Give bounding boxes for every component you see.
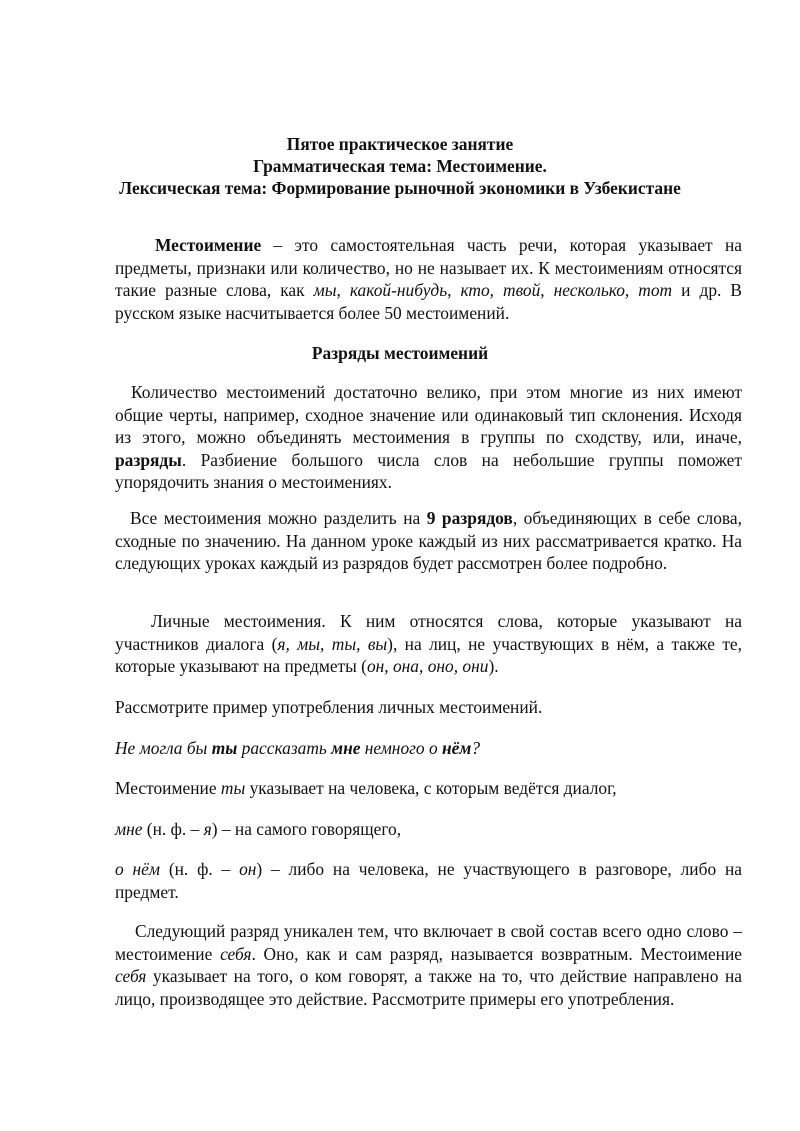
text-span: и др. В русском языке насчитывается более 50 местоимений. xyxy=(115,280,742,323)
paragraph-definition xyxy=(115,234,742,324)
text-span: немного о xyxy=(360,738,443,758)
text-span: указывает на того, о ком говорят, а также на то, что действие направлено на лицо, производящее это действие. Рассмотрите примеры его употребления. xyxy=(115,966,742,1009)
text-span: – это самостоятельная часть речи, которая указывает на предметы, признаки или количество, но не называет их. К местоимениям относятся такие разные слова, как xyxy=(115,235,742,300)
example-words: себя xyxy=(115,966,147,986)
paragraph-reflexive xyxy=(115,920,742,1010)
text-span: указывает на человека, с которым ведётся диалог, xyxy=(245,778,617,798)
text-span: Личные местоимения. К ним относятся слова, которые указывают на участников диалога ( xyxy=(115,611,742,654)
pronoun-ty: ты xyxy=(211,738,238,758)
term-nine-categories: 9 разрядов xyxy=(426,508,513,528)
text-span: (н. ф. – xyxy=(159,859,240,879)
text-span: рассказать xyxy=(237,738,332,758)
term-pronoun: Местоимение xyxy=(155,235,262,255)
term-categories: разряды xyxy=(115,449,182,470)
pronoun-nyom: нём xyxy=(442,738,472,758)
document-header xyxy=(0,133,800,199)
paragraph-explain-ty xyxy=(115,777,742,800)
grammar-topic: Грамматическая тема: Местоимение. xyxy=(253,156,547,176)
text-span: ) – на самого говорящего, xyxy=(211,819,402,839)
example-words: он xyxy=(239,859,257,879)
paragraph-explain-mne xyxy=(115,818,742,841)
text-span: . Разбиение большого числа слов на небольшие группы поможет упорядочить знания о местоимениях. xyxy=(115,449,742,492)
example-words: он, она, оно, они xyxy=(366,656,489,676)
paragraph-nine-categories xyxy=(115,507,742,575)
paragraph-explain-o-nyom xyxy=(115,858,742,903)
section-heading: Разряды местоимений xyxy=(311,343,489,363)
text-span: Не могла бы xyxy=(115,738,212,758)
paragraph-categories xyxy=(115,381,742,494)
text-span: . Оно, как и сам разряд, называется возвратным. Местоимение xyxy=(251,943,742,964)
paragraph-personal-pronouns xyxy=(115,610,742,678)
pronoun-mne: мне xyxy=(331,738,361,758)
example-words: о нём xyxy=(115,859,160,879)
text-span: ), на лиц, не участвующих в нём, а также те, которые указывают на предметы ( xyxy=(115,633,742,676)
example-words: ты xyxy=(220,778,246,798)
example-words: мне xyxy=(115,819,143,839)
text-span: Следующий разряд уникален тем, что включает в свой состав всего одно слово – местоимение xyxy=(115,921,742,964)
lesson-title: Пятое практическое занятие xyxy=(286,134,514,154)
text-span: Местоимение xyxy=(115,778,221,798)
lexical-topic: Лексическая тема: Формирование рыночной экономики в Узбекистане xyxy=(119,178,681,198)
text-span: ) – либо на человека, не участвующего в разговоре, либо на предмет. xyxy=(115,859,742,902)
example-sentence xyxy=(115,737,742,760)
text-span: ). xyxy=(488,656,499,676)
paragraph-example-intro: Рассмотрите пример употребления личных местоимений. xyxy=(115,697,543,717)
text-span: , объединяющих в себе слова, сходные по значению. На данном уроке каждый из них рассматривается кратко. На следующих уроках каждый из разрядов будет рассмотрен более подробно. xyxy=(115,508,742,573)
example-words: я xyxy=(203,819,212,839)
text-span: Количество местоимений достаточно велико, при этом многие из них имеют общие черты, например, сходное значение или одинаковый тип склонения. Исходя из этого, можно объединять местоимения в группы по сходству, или, иначе, xyxy=(115,382,742,447)
text-span: Все местоимения можно разделить на xyxy=(130,508,427,528)
example-words: я, мы, ты, вы xyxy=(277,633,388,654)
text-span: ? xyxy=(471,738,481,758)
example-words: себя xyxy=(220,943,252,964)
text-span: (н. ф. – xyxy=(142,819,204,839)
example-words: мы, какой-нибудь, кто, твой, несколько, тот xyxy=(313,280,673,300)
